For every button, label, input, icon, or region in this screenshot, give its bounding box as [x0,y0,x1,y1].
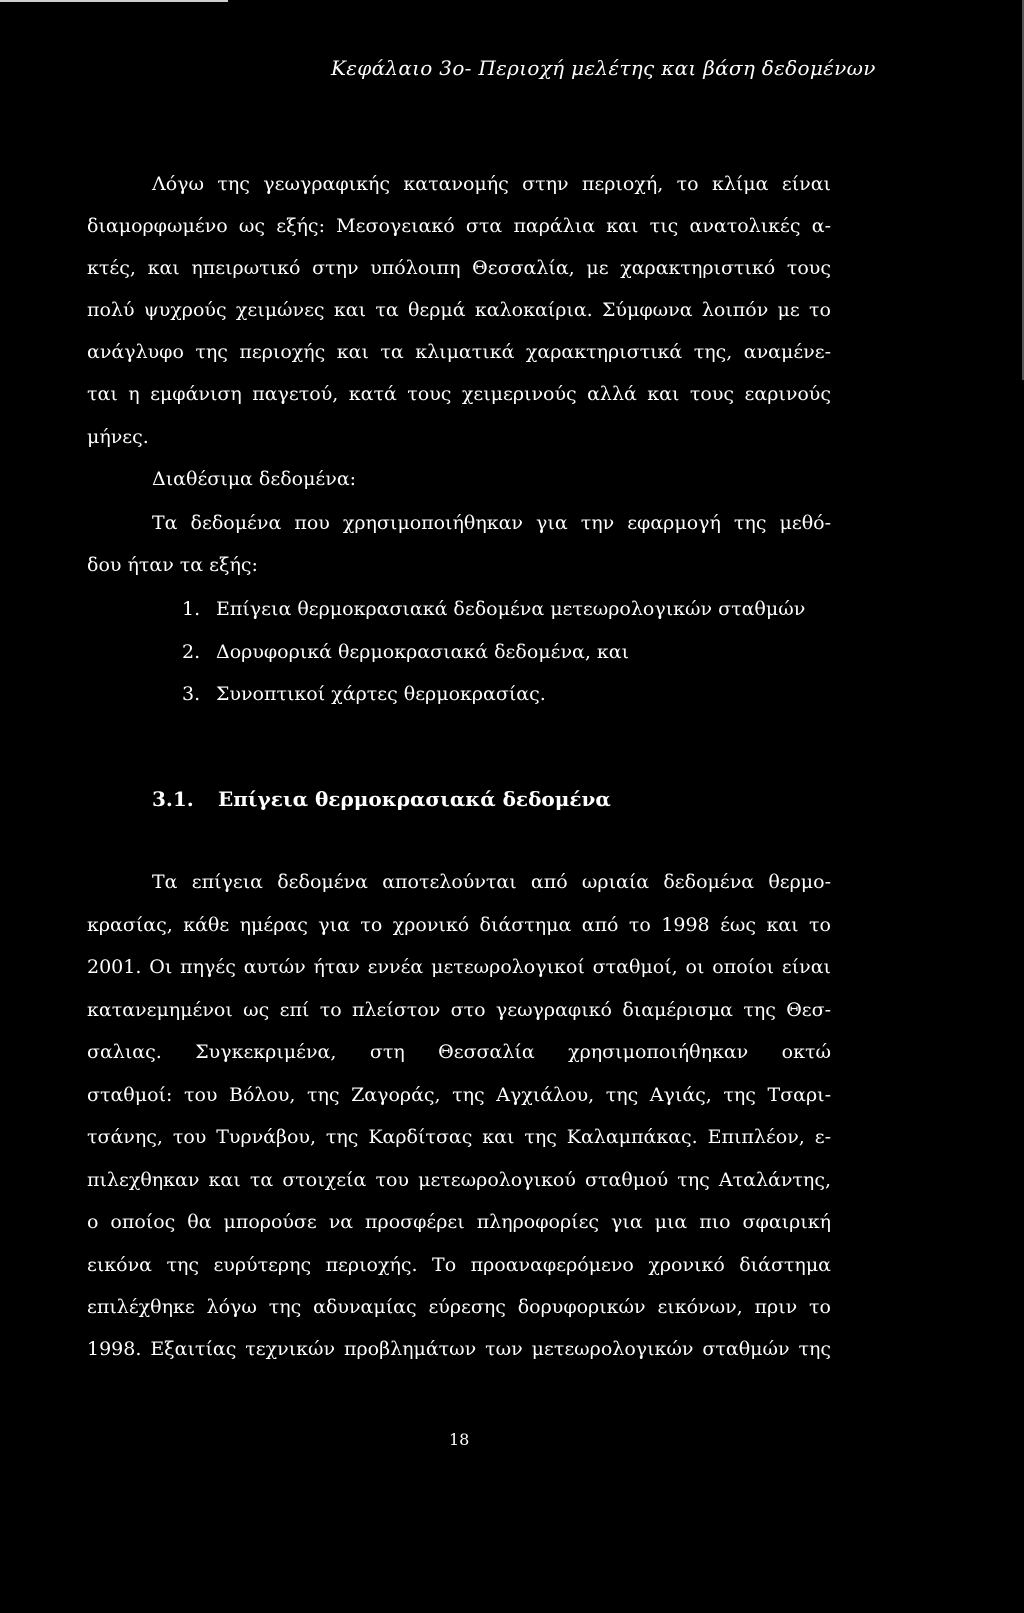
available-data-heading: Διαθέσιμα δεδομένα: [152,468,357,490]
paragraph-line: 1998. Εξαιτίας τεχνικών προβλημάτων των μετεωρολογικών σταθμών της [87,1338,831,1360]
paragraph-line: δου ήταν τα εξής: [87,554,258,576]
paragraph-line: μήνες. [87,426,149,448]
paragraph-line: 2001. Οι πηγές αυτών ήταν εννέα μετεωρολογικοί σταθμοί, οι οποίοι είναι [87,956,831,978]
paragraph-line: σταθμοί: του Βόλου, της Ζαγοράς, της Αγχιάλου, της Αγιάς, της Τσαρι- [87,1084,831,1106]
paragraph-line: τσάνης, του Τυρνάβου, της Καρδίτσας και της Καλαμπάκας. Επιπλέον, ε- [87,1126,831,1148]
paragraph-line: Λόγω της γεωγραφικής κατανομής στην περιοχή, το κλίμα είναι [152,173,831,195]
paragraph-line: διαμορφωμένο ως εξής: Μεσογειακό στα παράλια και τις ανατολικές α- [87,215,831,237]
list-item-text: Επίγεια θερμοκρασιακά δεδομένα μετεωρολογικών σταθμών [216,598,806,620]
paragraph-line: κρασίας, κάθε ημέρας για το χρονικό διάστημα από το 1998 έως και το [87,914,831,936]
top-rule [0,0,228,2]
paragraph-line: κτές, και ηπειρωτικό στην υπόλοιπη Θεσσαλία, με χαρακτηριστικό τους [87,257,831,279]
page-number: 18 [449,1430,470,1449]
list-item [182,641,629,663]
paragraph-line: επιλέχθηκε λόγω της αδυναμίας εύρεσης δορυφορικών εικόνων, πριν το [87,1296,831,1318]
list-item [182,598,805,620]
list-item [182,683,546,705]
running-header: Κεφάλαιο 3ο- Περιοχή μελέτης και βάση δεδομένων [331,56,876,80]
paragraph-line: κατανεμημένοι ως επί το πλείστον στο γεωγραφικό διαμέρισμα της Θεσ- [87,999,831,1021]
list-item-number: 3. [182,683,201,705]
list-item-text: Συνοπτικοί χάρτες θερμοκρασίας. [216,683,546,705]
paragraph-line: πιλεχθηκαν και τα στοιχεία του μετεωρολογικού σταθμού της Αταλάντης, [87,1169,831,1191]
section-heading [152,787,611,811]
paragraph-line: πολύ ψυχρούς χειμώνες και τα θερμά καλοκαίρια. Σύμφωνα λοιπόν με το [87,299,831,321]
section-number: 3.1. [152,787,194,811]
list-item-number: 2. [182,641,201,663]
paragraph-line: Τα επίγεια δεδομένα αποτελούνται από ωριαία δεδομένα θερμο- [152,871,831,893]
paragraph-line: σαλιας. Συγκεκριμένα, στη Θεσσαλία χρησιμοποιήθηκαν οκτώ [87,1041,831,1063]
list-item-text: Δορυφορικά θερμοκρασιακά δεδομένα, και [216,641,630,663]
section-title-text: Επίγεια θερμοκρασιακά δεδομένα [218,787,611,811]
paragraph-line: ο οποίος θα μπορούσε να προσφέρει πληροφορίες για μια πιο σφαιρική [87,1211,831,1233]
paragraph-line: εικόνα της ευρύτερης περιοχής. Το προαναφερόμενο χρονικό διάστημα [87,1254,831,1276]
paragraph-line: ται η εμφάνιση παγετού, κατά τους χειμερινούς αλλά και τους εαρινούς [87,383,831,405]
paragraph-line: Τα δεδομένα που χρησιμοποιήθηκαν για την εφαρμογή της μεθό- [152,512,831,534]
paragraph-line: ανάγλυφο της περιοχής και τα κλιματικά χαρακτηριστικά της, αναμένε- [87,341,831,363]
list-item-number: 1. [182,598,201,620]
